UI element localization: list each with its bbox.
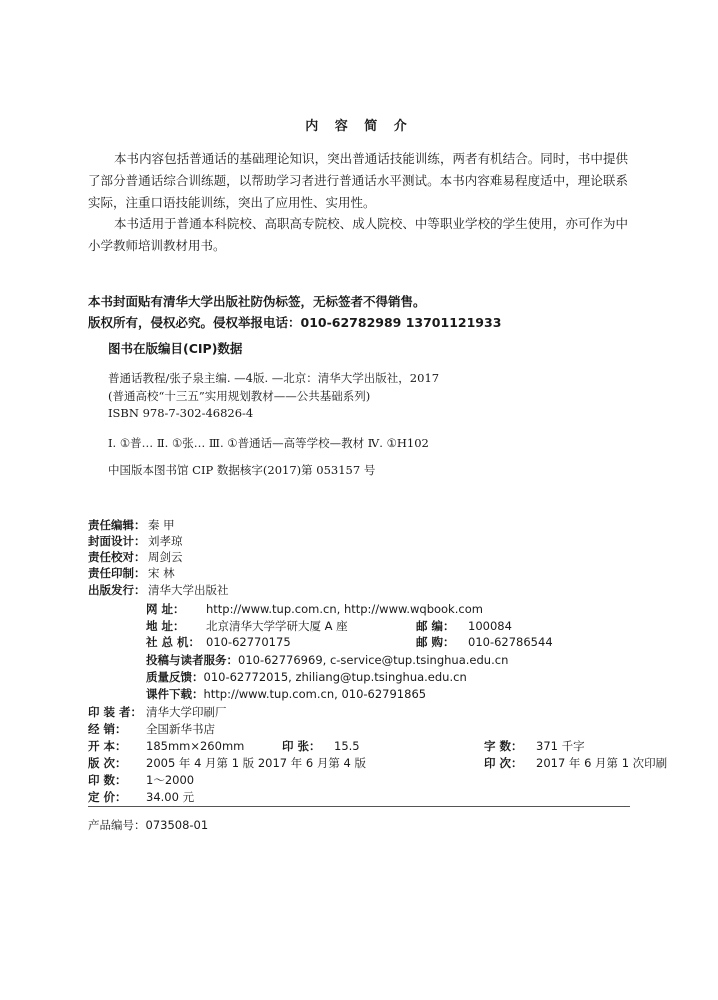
- printer-row: [88, 704, 227, 720]
- print-run-row: [88, 772, 194, 788]
- word-count-label: 字 数：: [484, 739, 523, 753]
- distributor-label: 经 销：: [88, 722, 127, 736]
- postcode-label: 邮 编：: [416, 619, 455, 633]
- edition-value: 2005 年 4 月第 1 版 2017 年 6 月第 4 版: [146, 756, 367, 770]
- cip-line-record-number: 中国版本图书馆 CIP 数据核字(2017)第 053157 号: [108, 463, 376, 477]
- switchboard-label: 社 总 机：: [146, 635, 201, 649]
- product-code-row: [88, 817, 208, 833]
- price-value: 34.00 元: [146, 790, 195, 804]
- edition-label: 版 次：: [88, 756, 127, 770]
- submission-value: 010-62776969, c-service@tup.tsinghua.edu.cn: [238, 653, 509, 667]
- cip-line-title: 普通话教程/张子泉主编. —4版. —北京：清华大学出版社，2017: [108, 371, 440, 385]
- publisher-submission-row: [146, 652, 508, 668]
- credit-editor: [88, 517, 175, 533]
- format-value: 185mm×260mm: [146, 739, 245, 753]
- publisher-switchboard-row: [146, 634, 553, 650]
- credit-proof-label: 责任校对：: [88, 550, 146, 564]
- product-code-value: 073508-01: [145, 818, 209, 832]
- price-row: [88, 789, 194, 805]
- credit-proof-value: 周剑云: [148, 550, 183, 564]
- print-run-label: 印 数：: [88, 773, 127, 787]
- publisher-courseware-row: [146, 686, 426, 702]
- impression-label: 印 次：: [484, 756, 523, 770]
- switchboard-value: 010-62770175: [206, 635, 291, 649]
- printer-label: 印 装 者：: [88, 705, 143, 719]
- address-value: 北京清华大学学研大厦 A 座: [206, 619, 348, 633]
- credit-printing-label: 责任印制：: [88, 566, 146, 580]
- courseware-label: 课件下载：: [146, 687, 204, 701]
- cip-line-isbn: ISBN 978-7-302-46826-4: [108, 406, 254, 420]
- summary-paragraph-2: 本书适用于普通本科院校、高职高专院校、成人院校、中等职业学校的学生使用，亦可作为中小学教师培训教材用书。: [88, 216, 628, 253]
- format-row: [88, 738, 585, 754]
- credit-editor-value: 秦 甲: [148, 518, 175, 532]
- printer-value: 清华大学印刷厂: [146, 705, 227, 719]
- divider-line: [88, 806, 630, 807]
- cip-line-classification: Ⅰ. ①普… Ⅱ. ①张… Ⅲ. ①普通话—高等学校—教材 Ⅳ. ①H102: [108, 436, 429, 450]
- website-label: 网 址：: [146, 602, 185, 616]
- price-label: 定 价：: [88, 790, 127, 804]
- credit-publisher: [88, 582, 229, 598]
- word-count-value: 371 千字: [536, 739, 585, 753]
- copyright-notice: 版权所有，侵权必究。侵权举报电话：010-62782989 13701121933: [88, 315, 502, 330]
- submission-label: 投稿与读者服务：: [146, 653, 238, 667]
- quality-feedback-label: 质量反馈：: [146, 670, 204, 684]
- summary-title: 内 容 简 介: [305, 119, 413, 134]
- credit-editor-label: 责任编辑：: [88, 518, 146, 532]
- credit-printing-value: 宋 林: [148, 566, 175, 580]
- mail-order-label: 邮 购：: [416, 635, 455, 649]
- publisher-address-row: [146, 618, 512, 634]
- publisher-website-row: [146, 601, 483, 617]
- format-label: 开 本：: [88, 739, 127, 753]
- courseware-value: http://www.tup.com.cn, 010-62791865: [203, 687, 427, 701]
- distributor-row: [88, 721, 215, 737]
- postcode-value: 100084: [468, 619, 512, 633]
- credit-proof: [88, 549, 183, 565]
- distributor-value: 全国新华书店: [146, 722, 215, 736]
- sheets-value: 15.5: [334, 739, 360, 753]
- credit-printing: [88, 565, 175, 581]
- summary-paragraph-1: 本书内容包括普通话的基础理论知识，突出普通话技能训练，两者有机结合。同时，书中提供了部分普通话综合训练题，以帮助学习者进行普通话水平测试。本书内容难易程度适中，理论联系实际，注重口语技能训练，突出了应用性、实用性。: [88, 151, 628, 210]
- product-code-label: 产品编号：: [88, 818, 146, 832]
- credit-publisher-label: 出版发行：: [88, 583, 146, 597]
- print-run-value: 1～2000: [146, 773, 195, 787]
- edition-row: [88, 755, 667, 771]
- impression-value: 2017 年 6 月第 1 次印刷: [536, 756, 668, 770]
- credit-cover-value: 刘孝琼: [148, 534, 183, 548]
- sheets-label: 印 张：: [282, 739, 321, 753]
- publisher-quality-row: [146, 669, 467, 685]
- quality-feedback-value: 010-62772015, zhiliang@tup.tsinghua.edu.cn: [203, 670, 467, 684]
- website-value: http://www.tup.com.cn, http://www.wqbook.com: [206, 602, 483, 616]
- anti-counterfeit-notice: 本书封面贴有清华大学出版社防伪标签，无标签者不得销售。: [88, 294, 426, 309]
- credit-publisher-value: 清华大学出版社: [148, 583, 229, 597]
- address-label: 地 址：: [146, 619, 185, 633]
- cip-heading: 图书在版编目(CIP)数据: [108, 341, 243, 356]
- credit-cover: [88, 533, 183, 549]
- cip-line-series: (普通高校“十三五”实用规划教材——公共基础系列): [108, 389, 371, 403]
- credit-cover-label: 封面设计：: [88, 534, 146, 548]
- mail-order-value: 010-62786544: [468, 635, 553, 649]
